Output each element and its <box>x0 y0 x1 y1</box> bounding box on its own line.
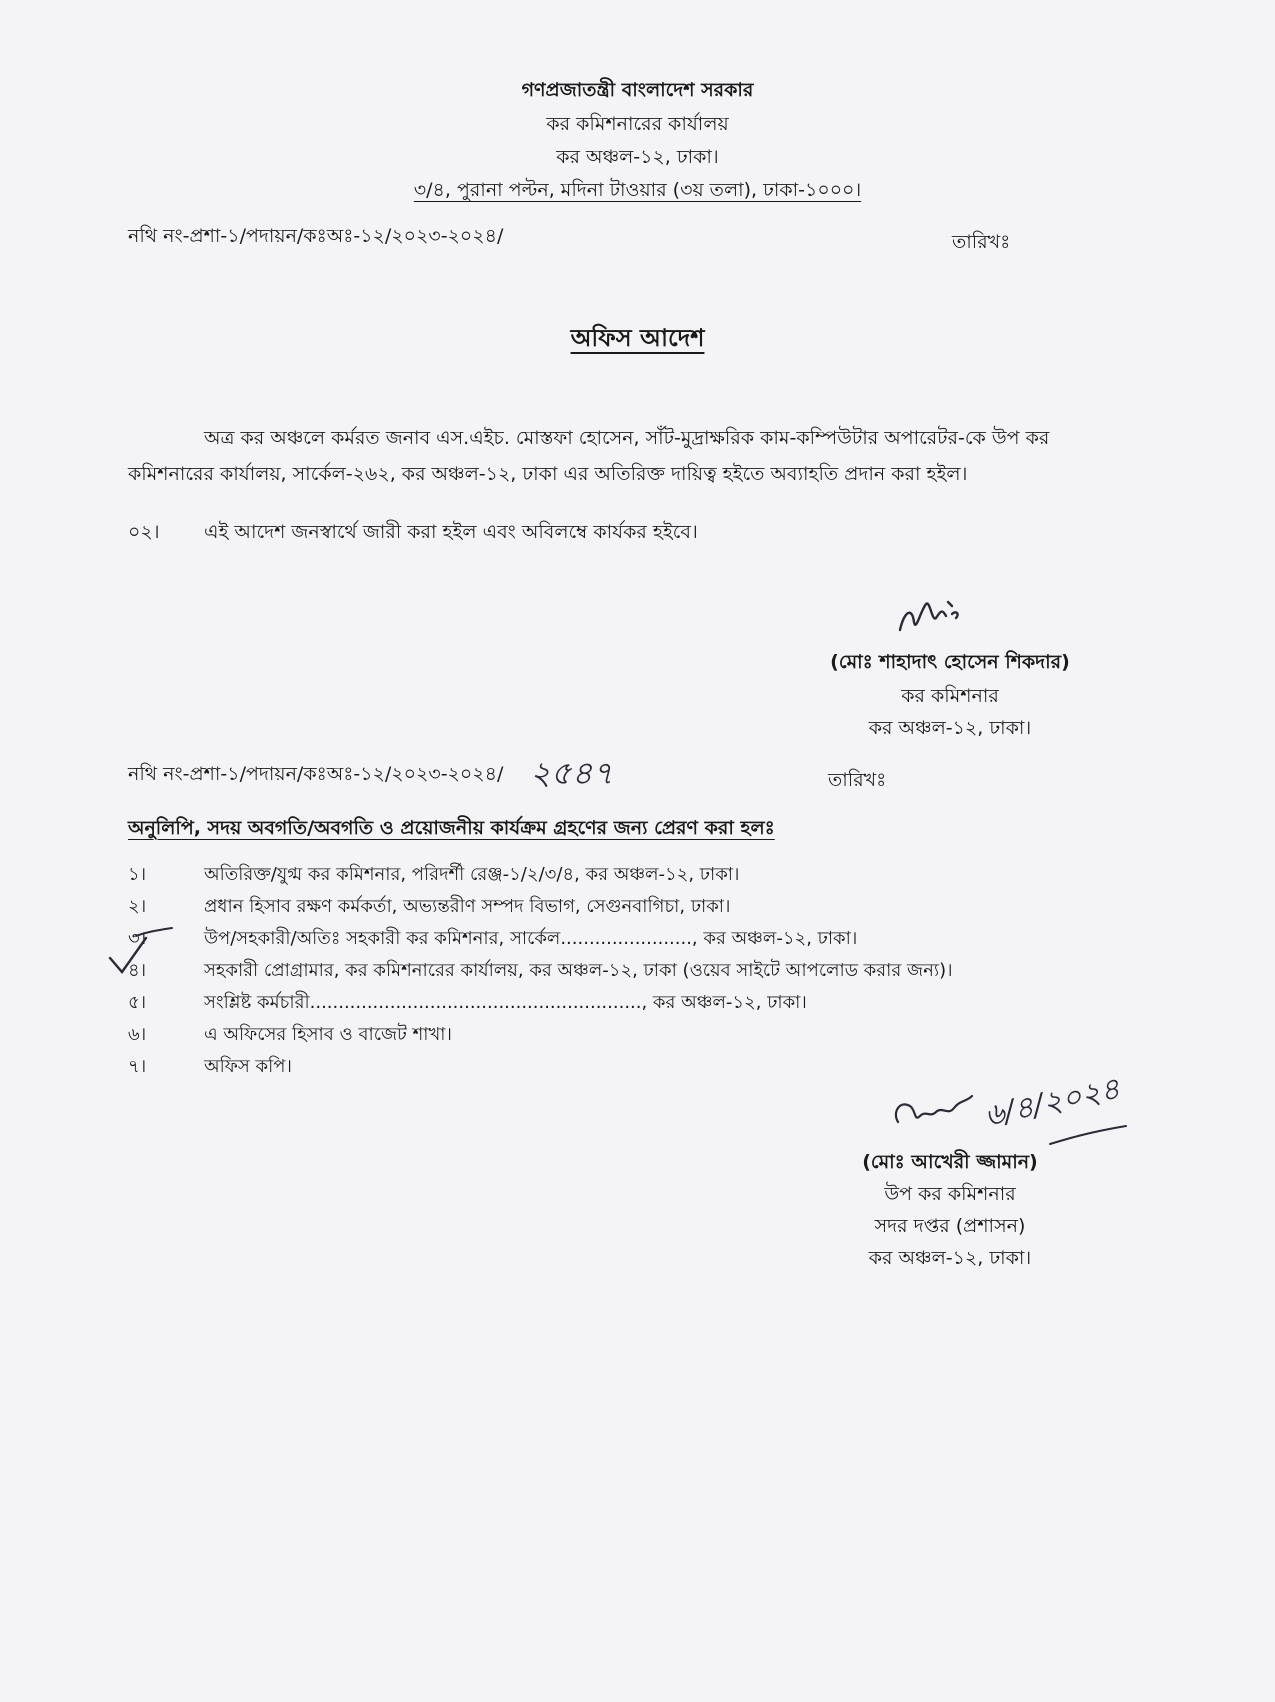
file-number-2: নথি নং-প্রশা-১/পদায়ন/কঃঅঃ-১২/২০২৩-২০২৪/ <box>128 763 504 785</box>
signatory-1-name: (মোঃ শাহাদাৎ হোসেন শিকদার) <box>830 651 1070 673</box>
copy-item-number: ২। <box>128 896 147 917</box>
commissioner-signature <box>890 592 970 642</box>
copy-heading: অনুলিপি, সদয় অবগতি/অবগতি ও প্রয়োজনীয় কার্যক্রম গ্রহণের জন্য প্রেরণ করা হলঃ <box>128 817 775 839</box>
date-label: তারিখঃ <box>952 231 1011 253</box>
office-address: ৩/৪, পুরানা পল্টন, মদিনা টাওয়ার (৩য় তলা), ঢাকা-১০০০। <box>413 179 862 201</box>
file-number: নথি নং-প্রশা-১/পদায়ন/কঃঅঃ-১২/২০২৩-২০২৪/ <box>128 225 504 247</box>
copy-item: সংশ্লিষ্ট কর্মচারী.........................................................., কর অঞ্চল-১২, ঢাকা। <box>204 992 807 1013</box>
page-title: অফিস আদেশ <box>570 324 705 352</box>
copy-item: প্রধান হিসাব রক্ষণ কর্মকর্তা, অভ্যন্তরীণ সম্পদ বিভাগ, সেগুনবাগিচা, ঢাকা। <box>204 896 731 917</box>
handwritten-memo-number: ২৫৪৭ <box>530 754 614 792</box>
date-label-2: তারিখঃ <box>828 769 887 791</box>
govt-name: গণপ্রজাতন্ত্রী বাংলাদেশ সরকার <box>521 79 754 101</box>
signatory-2-office: কর অঞ্চল-১২, ঢাকা। <box>868 1247 1032 1269</box>
order-paragraph-2: এই আদেশ জনস্বার্থে জারী করা হইল এবং অবিলম্বে কার্যকর হইবে। <box>204 521 698 543</box>
signatory-2-designation: উপ কর কমিশনার <box>884 1183 1016 1205</box>
signatory-1-designation: কর কমিশনার <box>901 685 999 707</box>
copy-item: অফিস কপি। <box>204 1056 292 1077</box>
signatory-2-department: সদর দপ্তর (প্রশাসন) <box>874 1215 1026 1237</box>
copy-item: উপ/সহকারী/অতিঃ সহকারী কর কমিশনার, সার্কেল......................., কর অঞ্চল-১২, ঢাকা। <box>204 928 858 949</box>
copy-item-number: ১। <box>128 864 147 885</box>
signatory-2-name: (মোঃ আখেরী জ্জামান) <box>862 1151 1038 1173</box>
copy-item-number: ৪। <box>128 960 147 981</box>
signatory-1-office: কর অঞ্চল-১২, ঢাকা। <box>868 717 1032 739</box>
copy-item-number: ৭। <box>128 1056 147 1077</box>
copy-item: সহকারী প্রোগ্রামার, কর কমিশনারের কার্যালয়, কর অঞ্চল-১২, ঢাকা (ওয়েব সাইটে আপলোড করার জন্য)। <box>204 960 953 981</box>
handwritten-date: ৬/৪/২০২৪ <box>981 1071 1124 1134</box>
copy-item-number: ৫। <box>128 992 147 1013</box>
para-number: ০২। <box>128 521 160 543</box>
copy-item-number: ৬। <box>128 1024 147 1045</box>
copy-item: অতিরিক্ত/যুগ্ম কর কমিশনার, পরিদর্শী রেঞ্জ-১/২/৩/৪, কর অঞ্চল-১২, ঢাকা। <box>204 864 740 885</box>
copy-item-number: ৩। <box>128 928 147 949</box>
zone-name: কর অঞ্চল-১২, ঢাকা। <box>556 146 719 168</box>
order-paragraph: অত্র কর অঞ্চলে কর্মরত জনাব এস.এইচ. মোস্তফা হোসেন, সাঁট-মুদ্রাক্ষরিক কাম-কম্পিউটার অপারেটর-কে উপ কর কমিশনারের কার্যালয়, সার্কেল-২৬২, কর অঞ্চল-১২, ঢাকা এর অতিরিক্ত দায়িত্ব হইতে অব্যাহতি প্রদান করা হইল। <box>128 427 1050 485</box>
check-mark-icon <box>106 918 176 978</box>
copy-item: এ অফিসের হিসাব ও বাজেট শাখা। <box>204 1024 452 1045</box>
office-name: কর কমিশনারের কার্যালয় <box>546 113 729 135</box>
